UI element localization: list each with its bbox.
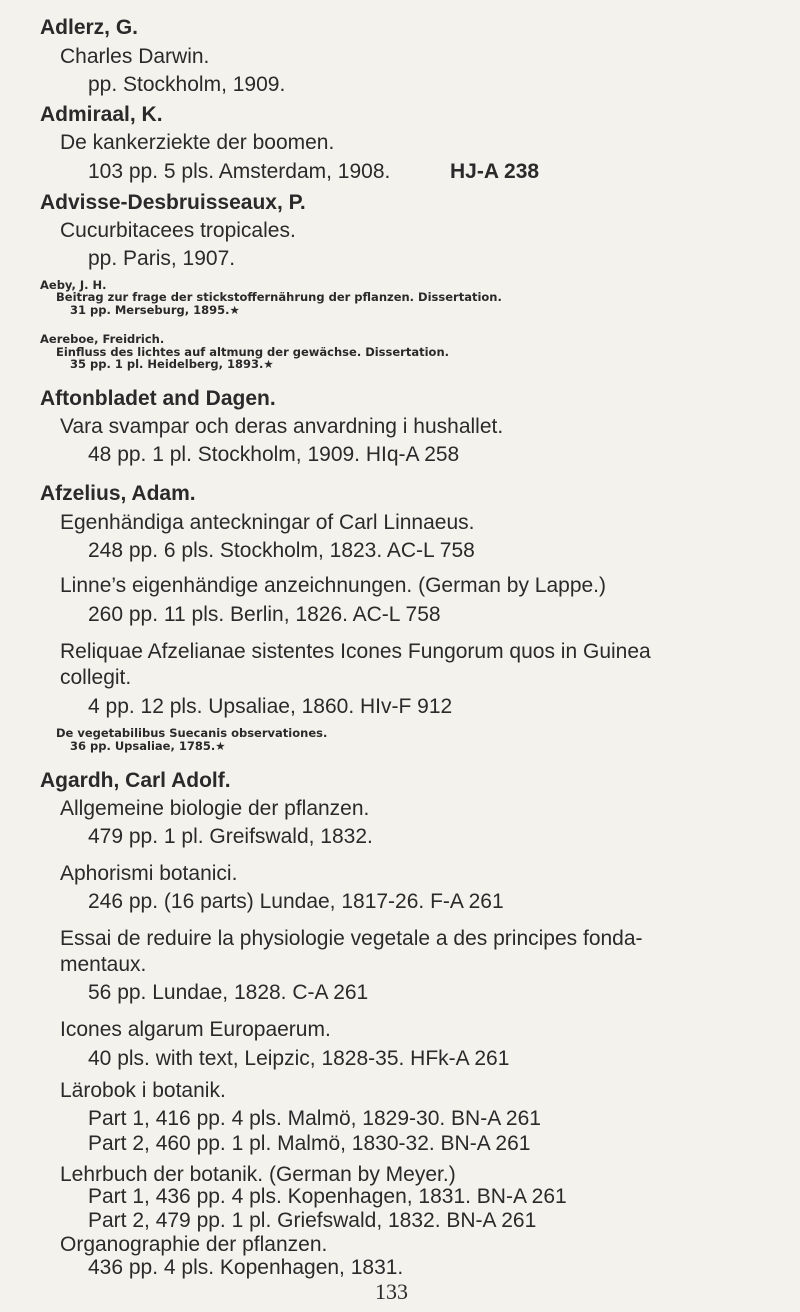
call-number: HJ-A 238 [450, 159, 540, 183]
entry-author: Afzelius, Adam. [40, 482, 196, 506]
entry-title: Egenhändiga anteckningar of Carl Linnaeus. [60, 510, 475, 534]
entry-details: 246 pp. (16 parts) Lundae, 1817-26. F-A 261 [88, 889, 504, 913]
entry-author: Aereboe, Freidrich. [40, 331, 165, 346]
entry-title: Essai de reduire la physiologie vegetale a des principes fonda- [60, 927, 643, 951]
entry-title: mentaux. [60, 952, 147, 976]
entry-title: Organographie der pflanzen. [60, 1232, 328, 1256]
entry-title: Reliquae Afzelianae sistentes Icones Fungorum quos in Guinea [60, 640, 651, 663]
entry-details: Part 2, 479 pp. 1 pl. Griefswald, 1832. BN-A 261 [88, 1208, 537, 1232]
entry-title: Lärobok i botanik. [60, 1078, 226, 1102]
entry-details: Part 2, 460 pp. 1 pl. Malmö, 1830-32. BN-A 261 [88, 1132, 531, 1156]
entry-title: Aphorismi botanici. [60, 861, 238, 885]
entry-title: Beitrag zur frage der stickstoffernährung der pflanzen. Dissertation. [56, 289, 502, 304]
entry-details: pp. Paris, 1907. [88, 247, 236, 271]
entry-details: 36 pp. Upsaliae, 1785.★ [70, 738, 226, 753]
entry-details: 436 pp. 4 pls. Kopenhagen, 1831. [88, 1256, 404, 1280]
entry-title: Lehrbuch der botanik. (German by Meyer.) [60, 1163, 456, 1187]
entry-details: 260 pp. 11 pls. Berlin, 1826. AC-L 758 [88, 602, 441, 626]
entry-details: 103 pp. 5 pls. Amsterdam, 1908. [88, 159, 391, 183]
page-number: 133 [375, 1279, 408, 1304]
entry-title: Icones algarum Europaerum. [60, 1018, 331, 1042]
entry-title: Allgemeine biologie der pflanzen. [60, 796, 370, 820]
entry-details: Part 1, 436 pp. 4 pls. Kopenhagen, 1831. BN-A 261 [88, 1185, 567, 1209]
entry-title: collegit. [60, 665, 132, 689]
entry-details: Part 1, 416 pp. 4 pls. Malmö, 1829-30. BN-A 261 [88, 1106, 541, 1130]
entry-details: pp. Stockholm, 1909. [88, 72, 286, 96]
entry-title: Einfluss des lichtes auf altmung der gewächse. Dissertation. [56, 344, 449, 359]
entry-details: 248 pp. 6 pls. Stockholm, 1823. AC-L 758 [88, 538, 475, 562]
entry-author: Aftonbladet and Dagen. [40, 386, 276, 410]
entry-author: Agardh, Carl Adolf. [40, 768, 231, 792]
entry-title: Charles Darwin. [60, 44, 210, 68]
entry-title: Linne’s eigenhändige anzeichnungen. (German by Lappe.) [60, 574, 607, 598]
entry-author: Advisse-Desbruisseaux, P. [40, 190, 306, 214]
entry-title: De kankerziekte der boomen. [60, 131, 335, 155]
entry-author: Adlerz, G. [40, 16, 139, 40]
entry-details: 479 pp. 1 pl. Greifswald, 1832. [88, 825, 373, 849]
entry-details: 35 pp. 1 pl. Heidelberg, 1893.★ [70, 357, 274, 372]
entry-details: 56 pp. Lundae, 1828. C-A 261 [88, 981, 369, 1004]
entry-title: Cucurbitacees tropicales. [60, 218, 296, 242]
entry-title: Vara svampar och deras anvardning i hushallet. [60, 414, 504, 438]
entry-author: Admiraal, K. [40, 103, 163, 126]
entry-title: De vegetabilibus Suecanis observationes. [56, 725, 328, 740]
entry-details: 48 pp. 1 pl. Stockholm, 1909. HIq-A 258 [88, 443, 460, 467]
entry-author: Aeby, J. H. [40, 278, 107, 293]
entry-details: 31 pp. Merseburg, 1895.★ [70, 302, 240, 317]
entry-details: 4 pp. 12 pls. Upsaliae, 1860. HIv-F 912 [88, 694, 453, 718]
entry-details: 40 pls. with text, Leipzic, 1828-35. HFk-A 261 [88, 1046, 510, 1070]
